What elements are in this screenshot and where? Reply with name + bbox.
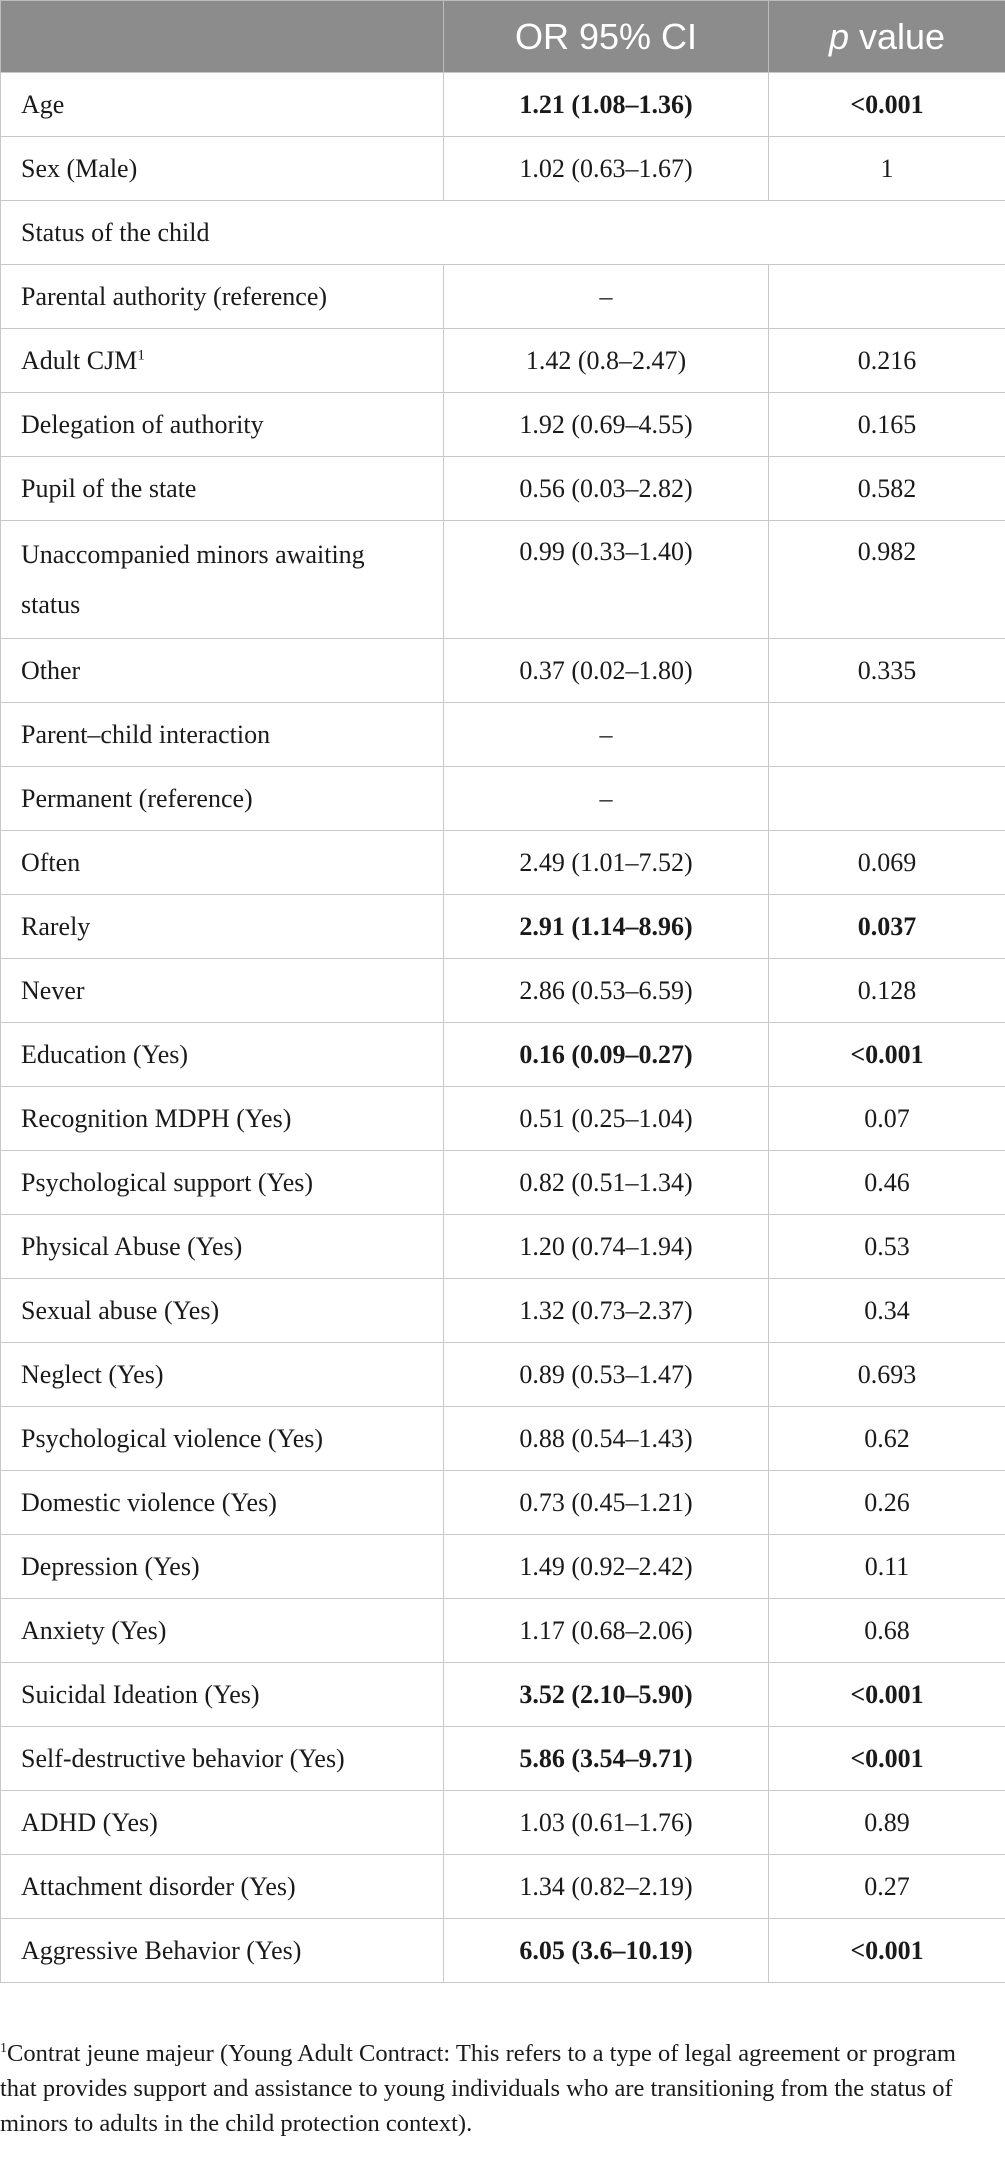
row-label [1,1343,444,1407]
p-value-cell: 1 [769,137,1005,201]
table-row [1,1151,1005,1215]
table-row [1,767,1005,831]
p-value-cell [769,767,1005,831]
table-row [1,1343,1005,1407]
or-ci-cell: 2.49 (1.01–7.52) [444,831,769,895]
row-label [1,265,444,329]
row-label [1,1151,444,1215]
row-label-text: Neglect (Yes) [21,1359,164,1389]
table-row [1,521,1005,639]
or-ci-cell: 1.92 (0.69–4.55) [444,393,769,457]
p-value-cell: <0.001 [769,73,1005,137]
table-body [1,73,1005,1983]
p-value-cell [769,703,1005,767]
or-ci-cell: – [444,767,769,831]
or-ci-cell: 1.32 (0.73–2.37) [444,1279,769,1343]
row-label-text: Often [21,847,81,877]
table-row [1,265,1005,329]
row-label [1,457,444,521]
p-value-cell: 0.037 [769,895,1005,959]
p-value-cell: <0.001 [769,1727,1005,1791]
footnote-marker: 1 [0,2040,7,2056]
row-label-text: Pupil of the state [21,473,197,503]
header-p-rest: value [848,15,946,57]
row-label-text: ADHD (Yes) [21,1807,158,1837]
row-label [1,1599,444,1663]
p-value-cell: 0.335 [769,639,1005,703]
p-value-cell: 0.89 [769,1791,1005,1855]
row-label-text: Suicidal Ideation (Yes) [21,1679,260,1709]
or-ci-cell: 0.16 (0.09–0.27) [444,1023,769,1087]
or-ci-cell: – [444,703,769,767]
p-value-cell: 0.68 [769,1599,1005,1663]
row-label-text: Anxiety (Yes) [21,1615,167,1645]
p-value-cell: 0.982 [769,521,1005,639]
or-ci-cell: 6.05 (3.6–10.19) [444,1919,769,1983]
row-label-text: Adult CJM [21,345,138,375]
row-label [1,137,444,201]
or-ci-cell: 1.03 (0.61–1.76) [444,1791,769,1855]
p-value-cell: 0.62 [769,1407,1005,1471]
table-row [1,959,1005,1023]
table-row [1,1407,1005,1471]
row-label [1,895,444,959]
or-ci-cell: – [444,265,769,329]
row-label-text: Recognition MDPH (Yes) [21,1103,292,1133]
table-header-row [1,1,1005,73]
row-label [1,393,444,457]
or-ci-cell: 1.34 (0.82–2.19) [444,1855,769,1919]
table-row [1,1599,1005,1663]
p-value-cell [769,265,1005,329]
or-ci-cell: 5.86 (3.54–9.71) [444,1727,769,1791]
footnote-ref: 1 [137,346,145,363]
table-row [1,1663,1005,1727]
row-label [1,1215,444,1279]
p-value-cell: 0.07 [769,1087,1005,1151]
footnote [0,2036,990,2141]
table-row [1,1535,1005,1599]
or-ci-cell: 1.49 (0.92–2.42) [444,1535,769,1599]
row-label-text: Physical Abuse (Yes) [21,1231,243,1261]
row-label [1,329,444,393]
or-ci-cell: 0.37 (0.02–1.80) [444,639,769,703]
row-label [1,639,444,703]
p-value-cell: 0.693 [769,1343,1005,1407]
section-label: Status of the child [1,201,1005,265]
table-row [1,895,1005,959]
p-value-cell: 0.582 [769,457,1005,521]
row-label [1,703,444,767]
or-ci-cell: 0.89 (0.53–1.47) [444,1343,769,1407]
p-value-cell: <0.001 [769,1663,1005,1727]
or-ci-cell: 0.51 (0.25–1.04) [444,1087,769,1151]
p-value-cell: 0.26 [769,1471,1005,1535]
row-label [1,73,444,137]
p-value-cell: <0.001 [769,1919,1005,1983]
table-row [1,1215,1005,1279]
or-ci-cell: 0.88 (0.54–1.43) [444,1407,769,1471]
or-ci-cell: 1.17 (0.68–2.06) [444,1599,769,1663]
row-label-text: Psychological support (Yes) [21,1167,314,1197]
row-label-text: Delegation of authority [21,409,264,439]
table-row [1,329,1005,393]
row-label [1,1727,444,1791]
table-row [1,831,1005,895]
row-label [1,521,444,639]
table-row [1,703,1005,767]
p-value-cell: 0.53 [769,1215,1005,1279]
row-label [1,1471,444,1535]
row-label [1,767,444,831]
row-label-text: Domestic violence (Yes) [21,1487,277,1517]
table-row [1,1279,1005,1343]
header-variable [1,1,444,73]
header-p-value [769,1,1005,73]
row-label [1,1407,444,1471]
row-label-text: Rarely [21,911,91,941]
table-row [1,201,1005,265]
p-value-cell: 0.216 [769,329,1005,393]
table-row [1,1855,1005,1919]
header-or-ci: OR 95% CI [444,1,769,73]
row-label-text: Permanent (reference) [21,783,253,813]
row-label-text: Parent–child interaction [21,719,271,749]
table-row [1,1023,1005,1087]
row-label [1,831,444,895]
row-label-text: Never [21,975,85,1005]
or-ci-cell: 0.82 (0.51–1.34) [444,1151,769,1215]
row-label-text: Unaccompanied minors awaiting status [21,539,365,619]
or-ci-cell: 0.99 (0.33–1.40) [444,521,769,639]
table-row [1,73,1005,137]
row-label [1,1535,444,1599]
row-label [1,1087,444,1151]
row-label-text: Psychological violence (Yes) [21,1423,324,1453]
table-row [1,1471,1005,1535]
row-label-text: Other [21,655,81,685]
or-ci-cell: 1.02 (0.63–1.67) [444,137,769,201]
row-label [1,959,444,1023]
row-label-text: Parental authority (reference) [21,281,328,311]
table-row [1,1727,1005,1791]
row-label [1,1279,444,1343]
table-row [1,137,1005,201]
table-row [1,1919,1005,1983]
or-ci-cell: 2.91 (1.14–8.96) [444,895,769,959]
or-ci-cell: 2.86 (0.53–6.59) [444,959,769,1023]
table-row [1,1791,1005,1855]
row-label-text: Self-destructive behavior (Yes) [21,1743,345,1773]
row-label [1,1663,444,1727]
or-ci-cell: 1.42 (0.8–2.47) [444,329,769,393]
row-label-text: Aggressive Behavior (Yes) [21,1935,302,1965]
row-label-text: Sex (Male) [21,153,138,183]
table-row [1,393,1005,457]
p-value-cell: 0.34 [769,1279,1005,1343]
or-ci-cell: 3.52 (2.10–5.90) [444,1663,769,1727]
header-p-italic: p [828,15,849,57]
row-label-text: Attachment disorder (Yes) [21,1871,296,1901]
footnote-text: Contrat jeune majeur (Young Adult Contract: This refers to a type of legal agreement or program that provides support and assistance to young individuals who are transitioning from the status of minors to adults in the child protection context). [0,2040,956,2137]
row-label-text: Sexual abuse (Yes) [21,1295,220,1325]
row-label [1,1791,444,1855]
row-label-text: Education (Yes) [21,1039,189,1069]
row-label-text: Depression (Yes) [21,1551,200,1581]
row-label-text: Age [21,89,65,119]
table-row [1,1087,1005,1151]
or-ci-cell: 0.56 (0.03–2.82) [444,457,769,521]
or-ci-cell: 0.73 (0.45–1.21) [444,1471,769,1535]
or-ci-cell: 1.20 (0.74–1.94) [444,1215,769,1279]
p-value-cell: <0.001 [769,1023,1005,1087]
or-ci-cell: 1.21 (1.08–1.36) [444,73,769,137]
table-row [1,457,1005,521]
row-label [1,1919,444,1983]
p-value-cell: 0.069 [769,831,1005,895]
p-value-cell: 0.128 [769,959,1005,1023]
row-label [1,1023,444,1087]
p-value-cell: 0.27 [769,1855,1005,1919]
p-value-cell: 0.46 [769,1151,1005,1215]
row-label [1,1855,444,1919]
p-value-cell: 0.11 [769,1535,1005,1599]
table-row [1,639,1005,703]
p-value-cell: 0.165 [769,393,1005,457]
